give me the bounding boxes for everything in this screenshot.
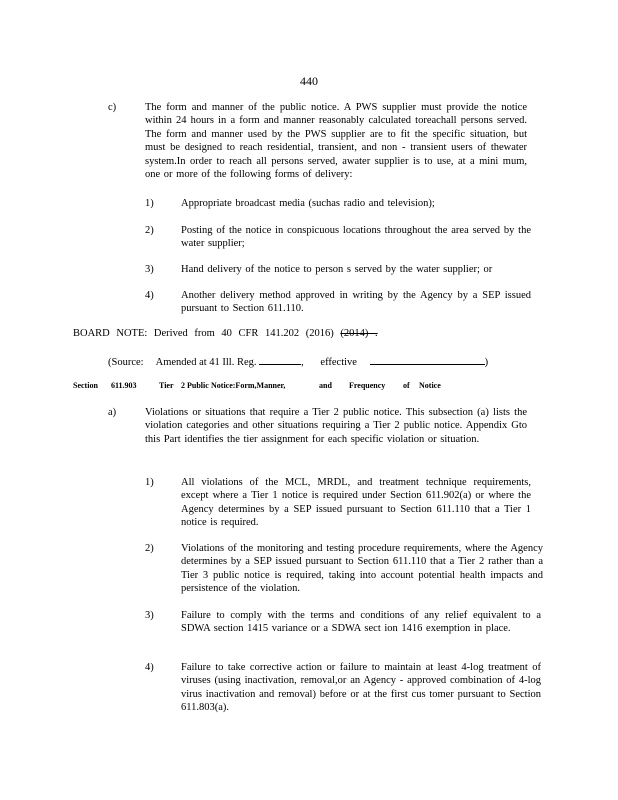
list-item: Another delivery method approved in writing by the Agency by a SEP issued pursuant to Section 611.110. [181, 290, 531, 315]
list-item: Failure to take corrective action or failure to maintain at least 4-log treatment of viruses (using inactivation, removal,or an Agency - approved combination of 4-log virus inactivation and removal) before or at the first cus tomer pursuant to Section 611.803(a). [181, 662, 541, 714]
effective-date-blank [370, 355, 485, 365]
subsection-c-text: The form and manner of the public notice. A PWS supplier must provide the notice within 24 hours in a form and manner reasonably calculated toreachall persons served. The form and manner used by the PWS supplier are to fit the specific situation, but must be designed to reach residential, transient, and non - transient users of thewater system.In order to reach all persons served, awater supplier is to use, at a mini mum, one or more of the following forms of delivery: [145, 102, 527, 181]
page-number: 440 [300, 74, 318, 88]
register-blank [259, 355, 301, 365]
list-item-label: 1) [145, 477, 154, 488]
source-line: (Source: Amended at 41 Ill. Reg. , effective ) [108, 357, 489, 368]
board-note: BOARD NOTE: Derived from 40 CFR 141.202 (2016) (2014) . [73, 328, 378, 339]
list-item: Failure to comply with the terms and conditions of any relief equivalent to a SDWA section 1415 variance or a SDWA sect ion 1416 exemption in place. [181, 610, 541, 635]
list-item-label: 4) [145, 662, 154, 673]
list-item: Violations of the monitoring and testing procedure requirements, where the Agency determines by a SEP issued pursuant to Section 611.110 that a Tier 2 rather than a Tier 3 public notice is required, taking into account potential health impacts and persistence of the violation. [181, 543, 543, 595]
struck-text: (2014) . [340, 328, 378, 339]
subsection-a-label: a) [108, 407, 117, 418]
list-item: Posting of the notice in conspicuous locations throughout the area served by the water supplier; [181, 225, 531, 250]
subsection-a-text: Violations or situations that require a Tier 2 public notice. This subsection (a) lists the violation categories and other situations requiring a Tier 2 public notice. Appendix Gto this Part identifies the tier assignment for each specific violation or situation. [145, 407, 527, 445]
section-heading: Section 611.903 Tier 2 Public Notice:Form,Manner, and Frequency of Notice [73, 381, 441, 390]
list-item-label: 2) [145, 543, 154, 554]
list-item-label: 4) [145, 290, 154, 301]
subsection-c-label: c) [108, 102, 117, 113]
list-item-label: 3) [145, 610, 154, 621]
list-item-label: 1) [145, 198, 154, 209]
list-item: Appropriate broadcast media (suchas radio and television); [181, 198, 435, 209]
list-item-label: 2) [145, 225, 154, 236]
list-item-label: 3) [145, 264, 154, 275]
list-item: All violations of the MCL, MRDL, and treatment technique requirements, except where a Tier 1 notice is required under Section 611.902(a) or where the Agency determines by a SEP issued pursuant to Section 611.110 that a Tier 1 notice is required. [181, 477, 531, 529]
list-item: Hand delivery of the notice to person s served by the water supplier; or [181, 264, 493, 275]
